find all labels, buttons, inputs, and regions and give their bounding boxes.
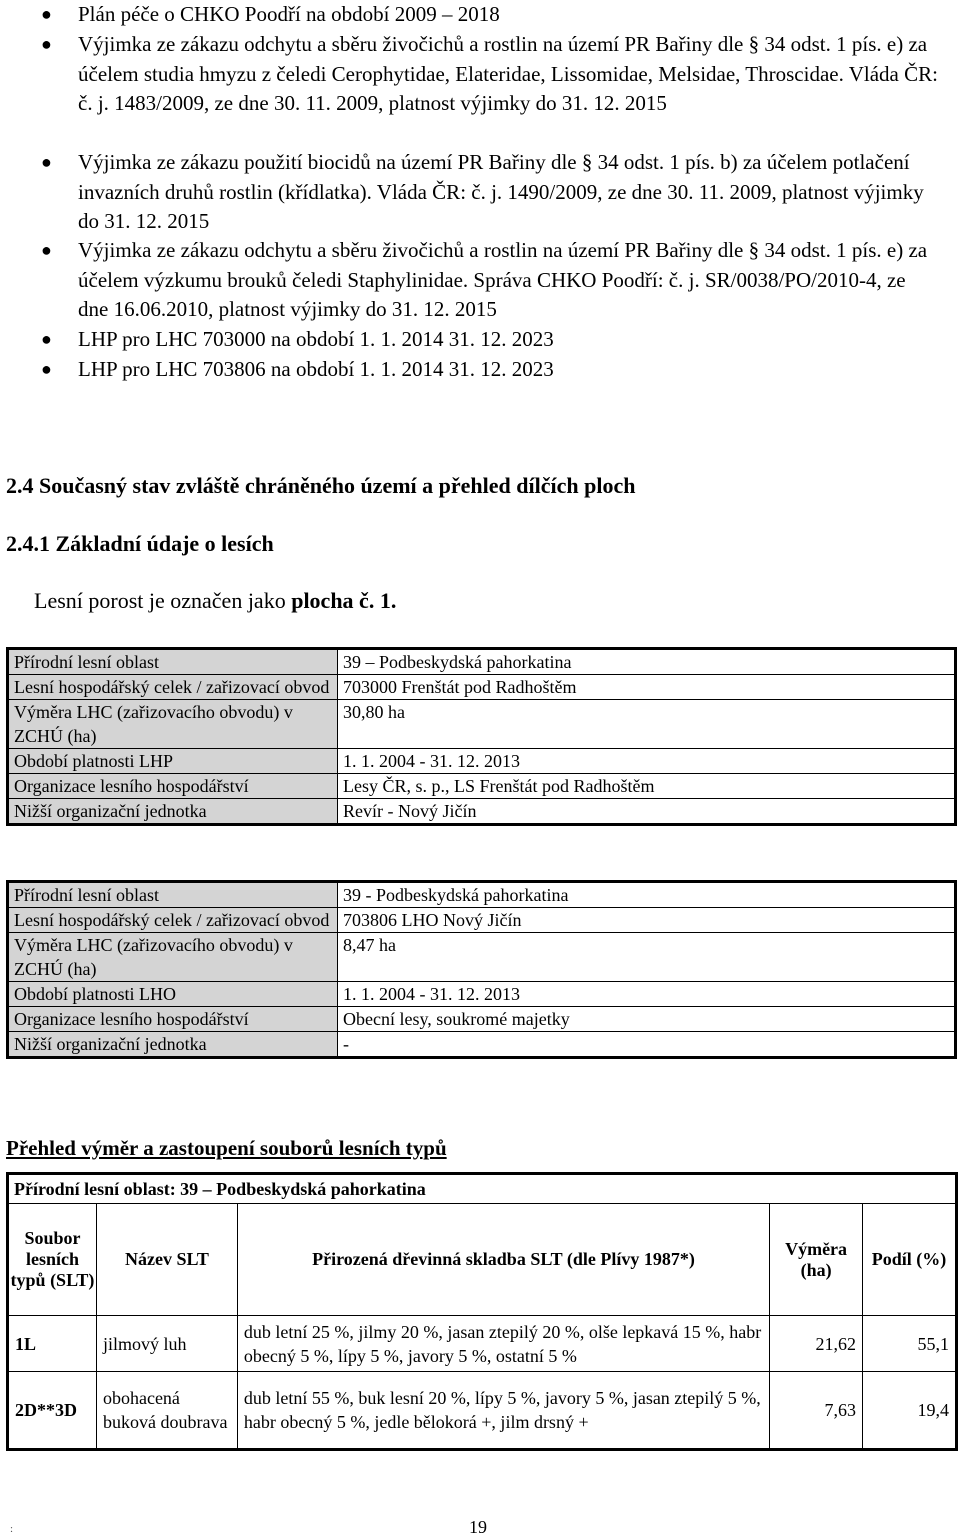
table-row: Výměra LHC (zařizovacího obvodu) v ZCHÚ (ha) 30,80 ha bbox=[8, 700, 956, 749]
header-share: Podíl (%) bbox=[863, 1204, 957, 1316]
bullet-icon: ● bbox=[41, 240, 52, 260]
table-row: Lesní hospodářský celek / zařizovací obvod 703806 LHO Nový Jičín bbox=[8, 908, 956, 933]
slt-table bbox=[6, 1172, 958, 1451]
table-row: Nižší organizační jednotka Revír - Nový Jičín bbox=[8, 799, 956, 825]
list-item: ● Plán péče o CHKO Poodří na období 2009 – 2018 bbox=[78, 0, 938, 30]
table-row: Období platnosti LHP 1. 1. 2004 - 31. 12. 2013 bbox=[8, 749, 956, 774]
table-row: 2D**3D obohacená buková doubrava dub letní 55 %, buk lesní 20 %, lípy 5 %, javory 5 %, jasan ztepilý 5 %, habr obecný 5 %, jedle bělokorá +, jilm drsný + 7,63 19,4 bbox=[8, 1372, 957, 1450]
bullet-icon: ● bbox=[41, 34, 52, 54]
corner-mark: : bbox=[10, 1523, 14, 1535]
table-row: Nižší organizační jednotka - bbox=[8, 1032, 956, 1058]
bullet-icon: ● bbox=[41, 152, 52, 172]
section-heading: 2.4 Současný stav zvláště chráněného území a přehled dílčích ploch bbox=[6, 473, 636, 498]
table-row: Období platnosti LHO 1. 1. 2004 - 31. 12. 2013 bbox=[8, 982, 956, 1007]
table-row: Přírodní lesní oblast 39 – Podbeskydská pahorkatina bbox=[8, 649, 956, 675]
table-row: 1L jilmový luh dub letní 25 %, jilmy 20 %, jasan ztepilý 20 %, olše lepkavá 15 %, habr obecný 5 %, lípy 5 %, javory 5 %, ostatní 5 % 21,62 55,1 bbox=[8, 1316, 957, 1372]
bullet-icon: ● bbox=[41, 329, 52, 349]
header-composition: Přirozená dřevinná skladba SLT (dle Plívy 1987*) bbox=[237, 1204, 769, 1316]
intro-paragraph: Lesní porost je označen jako plocha č. 1. bbox=[34, 588, 397, 613]
list-item: ● LHP pro LHC 703000 na období 1. 1. 2014 31. 12. 2023 bbox=[78, 325, 938, 355]
header-slt-code: Soubor lesních typů (SLT) bbox=[8, 1204, 97, 1316]
list-item: ● Výjimka ze zákazu odchytu a sběru živočichů a rostlin na území PR Bařiny dle § 34 odst. 1 pís. e) za účelem studia hmyzu z čeledi Cerophytidae, Elateridae, Lissomidae, Melsidae, Throscidae. Vláda ČR: č. j. 1483/2009, ze dne 30. 11. 2009, platnost výjimky do 31. 12. 2015 bbox=[41, 32, 938, 115]
table-row: Lesní hospodářský celek / zařizovací obvod 703000 Frenštát pod Radhoštěm bbox=[8, 675, 956, 700]
forest-info-table-1 bbox=[6, 647, 957, 826]
page-number: 19 bbox=[469, 1517, 487, 1537]
overview-title: Přehled výměr a zastoupení souborů lesních typů bbox=[6, 1136, 447, 1160]
table-row: Výměra LHC (zařizovacího obvodu) v ZCHÚ (ha) 8,47 ha bbox=[8, 933, 956, 982]
table-row: Organizace lesního hospodářství Lesy ČR, s. p., LS Frenštát pod Radhoštěm bbox=[8, 774, 956, 799]
list-item: ● Výjimka ze zákazu použití biocidů na území PR Bařiny dle § 34 odst. 1 pís. b) za účelem potlačení invazních druhů rostlin (křídlatka). Vláda ČR: č. j. 1490/2009, ze dne 30. 11. 2009, platnost výjimky do 31. 12. 2015 bbox=[41, 150, 924, 233]
table-header-row bbox=[8, 1204, 957, 1316]
header-slt-name: Název SLT bbox=[96, 1204, 237, 1316]
bullet-icon: ● bbox=[41, 359, 52, 379]
bullet-icon: ● bbox=[41, 4, 52, 24]
table-row: Přírodní lesní oblast: 39 – Podbeskydská pahorkatina bbox=[8, 1174, 957, 1204]
subsection-heading: 2.4.1 Základní údaje o lesích bbox=[6, 531, 274, 556]
header-area: Výměra (ha) bbox=[770, 1204, 863, 1316]
table-row: Přírodní lesní oblast 39 - Podbeskydská pahorkatina bbox=[8, 882, 956, 908]
list-item: ● LHP pro LHC 703806 na období 1. 1. 2014 31. 12. 2023 bbox=[78, 355, 938, 385]
forest-info-table-2 bbox=[6, 880, 957, 1059]
list-item: ● Výjimka ze zákazu odchytu a sběru živočichů a rostlin na území PR Bařiny dle § 34 odst. 1 pís. e) za účelem výzkumu brouků čeledi Staphylinidae. Správa CHKO Poodří: č. j. SR/0038/PO/2010-4, ze dne 16.06.2010, platnost výjimky do 31. 12. 2015 bbox=[41, 238, 928, 321]
table-row: Organizace lesního hospodářství Obecní lesy, soukromé majetky bbox=[8, 1007, 956, 1032]
